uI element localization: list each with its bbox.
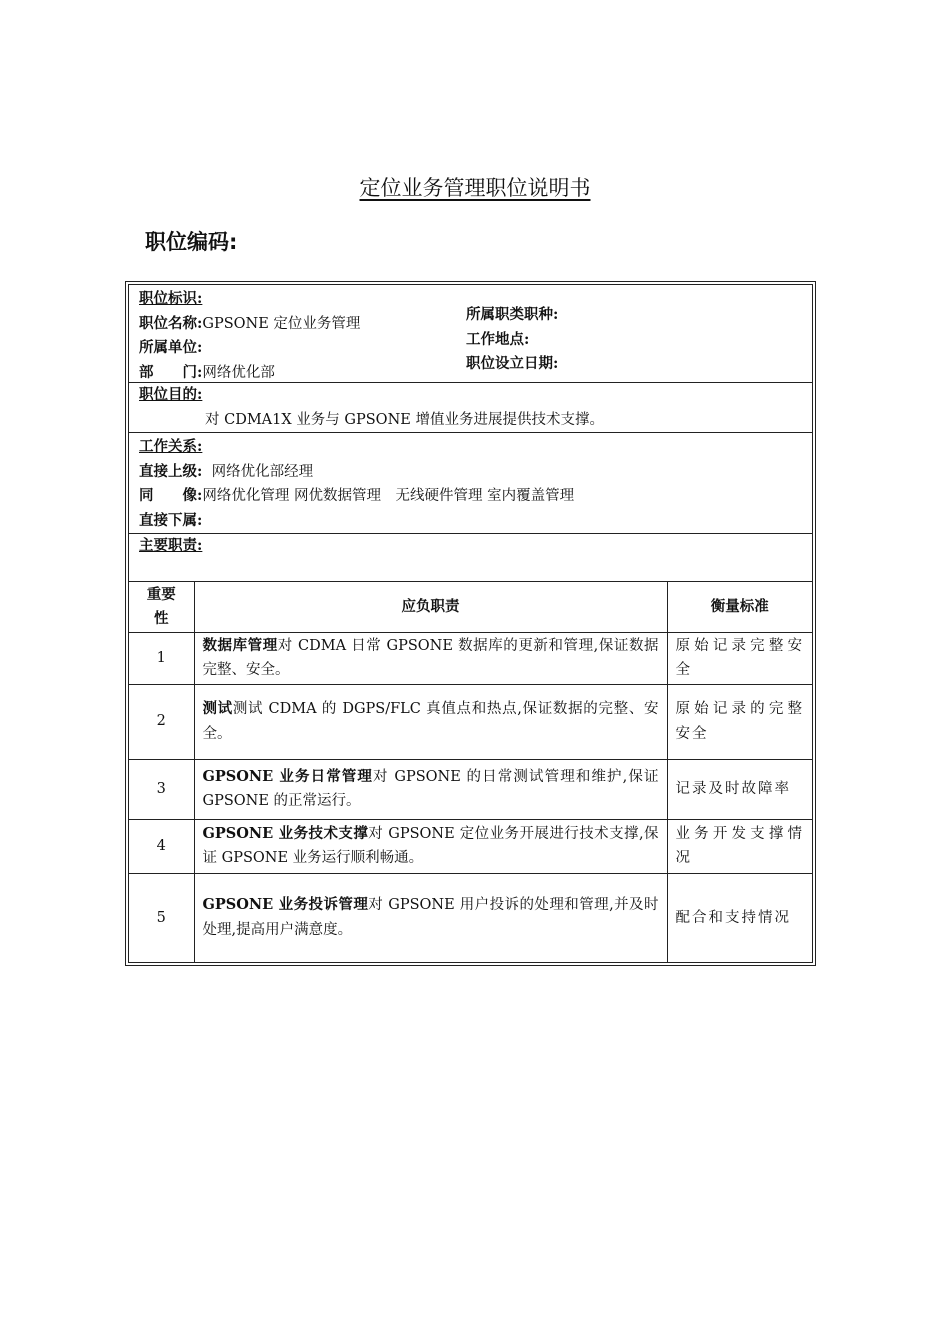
duty-cell (194, 759, 667, 819)
table-row (129, 759, 812, 819)
identity-heading: 职位标识: (139, 290, 203, 307)
table-row (129, 873, 812, 962)
standard-cell: 业务开发支撑情况 (667, 819, 812, 873)
purpose-section (129, 383, 812, 433)
duty-cell (194, 684, 667, 759)
duty-title: 数据库管理 (202, 636, 278, 654)
identity-section (129, 285, 812, 383)
duty-title: 测试 (202, 700, 233, 717)
superior-value: 网络优化部经理 (211, 463, 314, 480)
duty-cell (194, 819, 667, 873)
duty-text: 测试 CDMA 的 DGPS/FLC 真值点和热点,保证数据的完整、安全。 (202, 701, 659, 742)
duty-text: 对 GPSONE 定位业务开展进行技术支撑,保证 GPSONE 业务运行顺利畅通。 (202, 825, 659, 866)
header-importance: 重要性 (129, 582, 194, 632)
subordinate-label: 直接下属: (139, 511, 203, 529)
duty-cell (194, 632, 667, 684)
relations-heading: 工作关系: (139, 438, 203, 455)
peer-label: 同 像: (139, 487, 203, 504)
duties-heading: 主要职责: (139, 537, 203, 554)
purpose-text: 对 CDMA1X 业务与 GPSONE 增值业务进展提供技术支撑。 (205, 411, 604, 428)
standard-cell: 配合和支持情况 (675, 909, 791, 926)
department-value: 网络优化部 (202, 364, 275, 381)
document-title: 定位业务管理职位说明书 (359, 176, 591, 200)
purpose-heading: 职位目的: (139, 386, 203, 403)
standard-cell: 原始记录完整安全 (667, 632, 812, 684)
row-number: 5 (129, 873, 194, 962)
work-location-label: 工作地点: (466, 330, 530, 348)
row-number: 4 (129, 819, 194, 873)
duty-title: GPSONE 业务技术支撑 (202, 824, 369, 842)
duties-header-row (129, 582, 812, 632)
row-number: 3 (129, 759, 194, 819)
department-label: 部 门: (139, 363, 203, 381)
position-code-label: 职位编码: (145, 230, 238, 254)
table-row (129, 632, 812, 684)
job-description-table (125, 281, 816, 966)
duty-text: 对 CDMA 日常 GPSONE 数据库的更新和管理,保证数据完整、安全。 (202, 637, 659, 678)
position-name-value: GPSONE 定位业务管理 (202, 315, 361, 332)
position-name-label: 职位名称: (139, 314, 203, 332)
superior-label: 直接上级: (139, 462, 203, 480)
standard-cell: 原始记录的完整安全 (667, 684, 812, 759)
relations-section (129, 433, 812, 534)
duties-heading-section (129, 534, 812, 582)
unit-label: 所属单位: (139, 339, 203, 356)
duty-title: GPSONE 业务日常管理 (202, 767, 374, 785)
duties-table (129, 582, 812, 962)
row-number: 1 (129, 632, 194, 684)
duty-text: 对 GPSONE 的日常测试管理和维护,保证 GPSONE 的正常运行。 (202, 768, 659, 809)
row-number: 2 (129, 684, 194, 759)
job-category-label: 所属职类职种: (466, 306, 559, 323)
duty-title: GPSONE 业务投诉管理 (202, 896, 369, 914)
header-responsibility: 应负职责 (194, 582, 667, 632)
table-row (129, 684, 812, 759)
duty-cell (194, 873, 667, 962)
header-standard: 衡量标准 (667, 582, 812, 632)
table-row (129, 819, 812, 873)
established-date-label: 职位设立日期: (466, 355, 559, 372)
peer-value: 网络优化管理 网优数据管理 无线硬件管理 室内覆盖管理 (202, 488, 575, 504)
standard-cell: 记录及时故障率 (667, 759, 812, 819)
duty-text: 对 GPSONE 用户投诉的处理和管理,并及时处理,提高用户满意度。 (202, 897, 659, 938)
